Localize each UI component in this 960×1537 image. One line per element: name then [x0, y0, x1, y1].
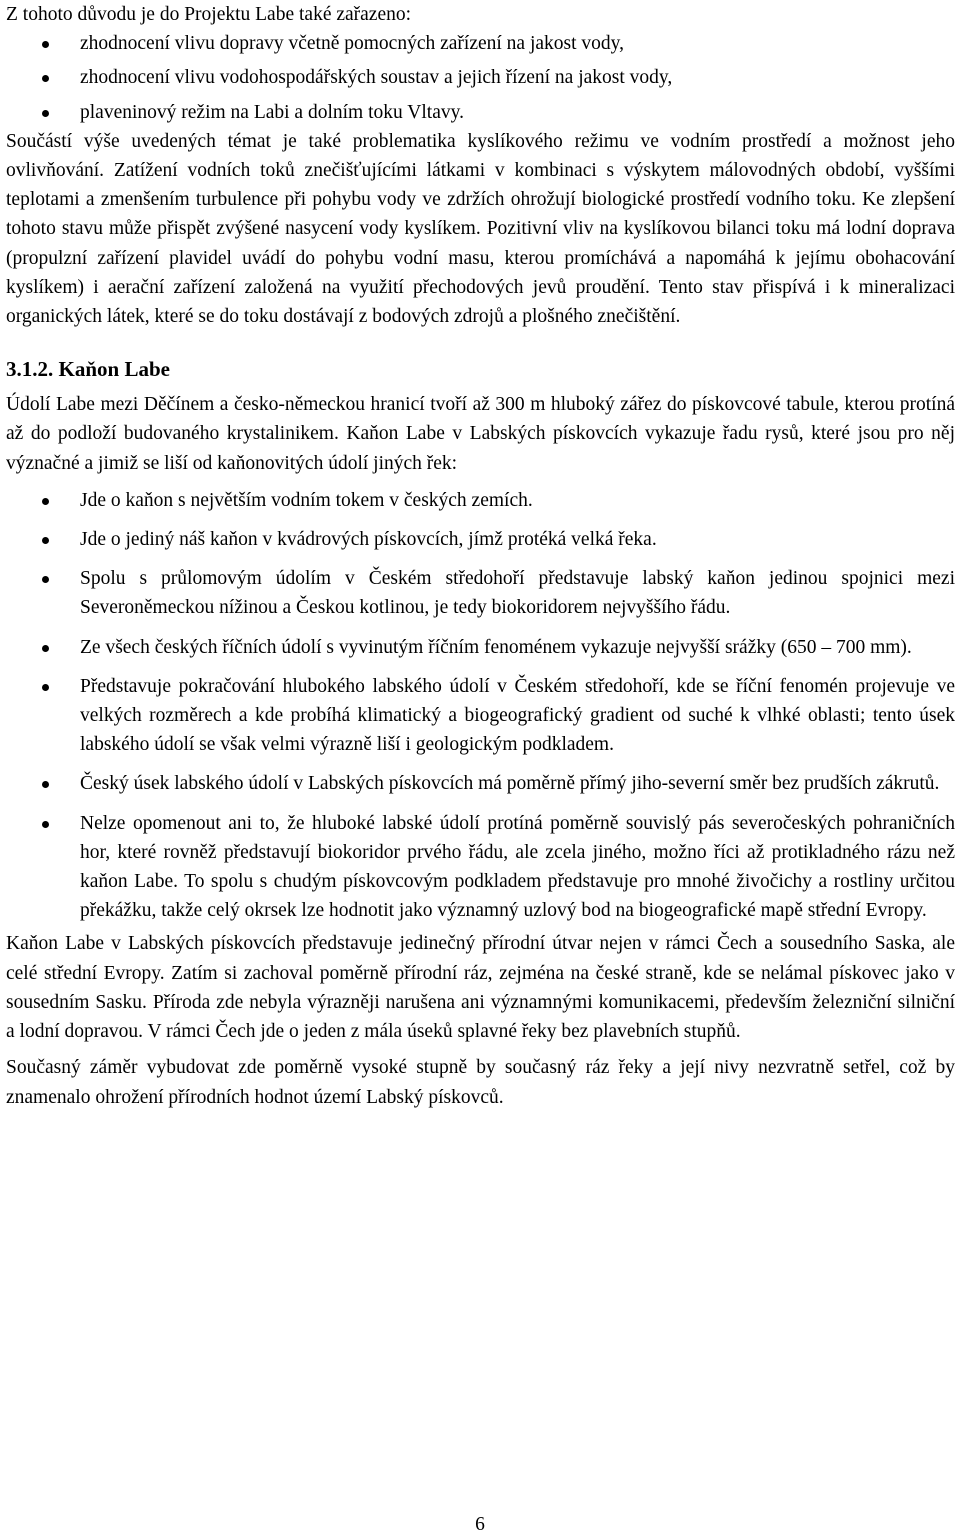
- list-item-text: zhodnocení vlivu dopravy včetně pomocných zařízení na jakost vody,: [80, 33, 625, 55]
- canyon-uniqueness-paragraph: Kaňon Labe v Labských pískovcích představuje jedinečný přírodní útvar nejen v rámci Čech a sousedního Saska, ale celé střední Evropy. Zatím si zachoval poměrně přírodní ráz, zejména na české straně, kde se nelámal pískovec jako v sousedním Sasku. Příroda zde nebyla výrazněji narušena ani významnými komunikacemi, především železniční silniční a lodní dopravou. V rámci Čech jde o jeden z mála úseků splavné řeky bez plavebních stupňů.: [6, 933, 955, 1043]
- bullet-icon: [42, 41, 49, 48]
- list-item-text: zhodnocení vlivu vodohospodářských soustav a jejich řízení na jakost vody,: [80, 67, 673, 89]
- bullet-icon: [42, 781, 49, 788]
- threat-paragraph: Současný záměr vybudovat zde poměrně vysoké stupně by současný ráz řeky a její nivy nezvratně setřel, což by znamenalo ohrožení přírodních hodnot území Labský pískovců.: [6, 1057, 955, 1108]
- bullet-icon: [42, 576, 49, 583]
- bullet-icon: [42, 537, 49, 544]
- list-item: [6, 769, 955, 798]
- list-item: [6, 564, 955, 622]
- list-item-text: Jde o kaňon s největším vodním tokem v českých zemích.: [80, 489, 533, 511]
- list-item: [6, 29, 955, 58]
- list-item-text: Jde o jediný náš kaňon v kvádrových pískovcích, jímž protéká velká řeka.: [80, 529, 657, 551]
- page-number: 6: [475, 1514, 485, 1535]
- list-item-text: Spolu s průlomovým údolím v Českém středohoří představuje labský kaňon jedinou spojnici mezi Severoněmeckou nížinou a Českou kotlinou, je tedy biokoridorem nejvyššího řádu.: [80, 568, 955, 619]
- section-heading: 3.1.2. Kaňon Labe: [6, 357, 170, 382]
- intro-text: Z tohoto důvodu je do Projektu Labe také zařazeno:: [6, 4, 412, 25]
- canyon-intro-paragraph: Údolí Labe mezi Děčínem a česko-německou hranicí tvoří až 300 m hluboký zářez do pískovcové tabule, kterou protíná až do podloží budovaného krystalinikem. Kaňon Labe v Labských pískovcích vykazuje řadu rysů, které jsou pro něj význačné a jimiž se liší od kaňonovitých údolí jiných řek:: [6, 394, 955, 474]
- bullet-icon: [42, 821, 49, 828]
- list-item: [6, 672, 955, 760]
- list-item-text: plaveninový režim na Labi a dolním toku Vltavy.: [80, 101, 464, 123]
- oxygen-regime-paragraph: Součástí výše uvedených témat je také problematika kyslíkového režimu ve vodním prostředí a možnost jeho ovlivňování. Zatížení vodních toků znečišťujícími látkami v kombinaci s výskytem málovodných období, vyššími teplotami a zmenšením turbulence při pohybu vody ve zdržích ohrožují biologické prostředí vodního toku. Ke zlepšení tohoto stavu může přispět zvýšené nasycení vody kyslíkem. Pozitivní vliv na kyslíkovou bilanci toku má lodní doprava (propulzní zařízení plavidel uvádí do pohybu vodní masu, kterou promíchává a napomáhá k jejímu obohacování kyslíkem) i aerační zařízení založená na využití přechodových jevů proudění. Tento stav přispívá i k mineralizaci organických látek, které se do toku dostávají z bodových zdrojů a plošného znečištění.: [6, 130, 955, 328]
- list-item-text: Nelze opomenout ani to, že hluboké labské údolí protíná poměrně souvislý pás severočeských pohraničních hor, které rovněž představují biokoridor prvého řádu, ale zcela jiného, možno říci až protikladného rázu než kaňon Labe. To spolu s chudým pískovcovým podkladem představuje pro mnohé živočichy a rostliny určitou překážku, takže celý okrsek lze hodnotit jako významný uzlový bod na biogeografické mapě střední Evropy.: [80, 812, 955, 922]
- list-item-text: Představuje pokračování hlubokého labského údolí v Českém středohoří, kde se říční fenomén projevuje ve velkých rozměrech a kde probíhá klimatický a biogeografický gradient od suché k vlhké oblasti; tento úsek labského údolí se však velmi výrazně liší i geologickým podkladem.: [80, 675, 955, 756]
- document-page: [6, 0, 955, 1112]
- bullet-icon: [42, 645, 49, 652]
- bullet-icon: [42, 110, 49, 117]
- bullet-icon: [42, 498, 49, 505]
- list-item: [6, 98, 955, 127]
- list-item: [6, 525, 955, 554]
- canyon-features-list: [6, 486, 955, 926]
- list-item-text: Český úsek labského údolí v Labských pískovcích má poměrně přímý jiho-severní směr bez prudších zákrutů.: [80, 773, 940, 795]
- list-item: [6, 633, 955, 662]
- list-item: [6, 63, 955, 92]
- list-item-text: Ze všech českých říčních údolí s vyvinutým říčním fenoménem vykazuje nejvyšší srážky (650 – 700 mm).: [80, 636, 912, 658]
- project-topics-list: [6, 29, 955, 127]
- list-item: [6, 486, 955, 515]
- bullet-icon: [42, 75, 49, 82]
- list-item: [6, 809, 955, 926]
- bullet-icon: [42, 684, 49, 691]
